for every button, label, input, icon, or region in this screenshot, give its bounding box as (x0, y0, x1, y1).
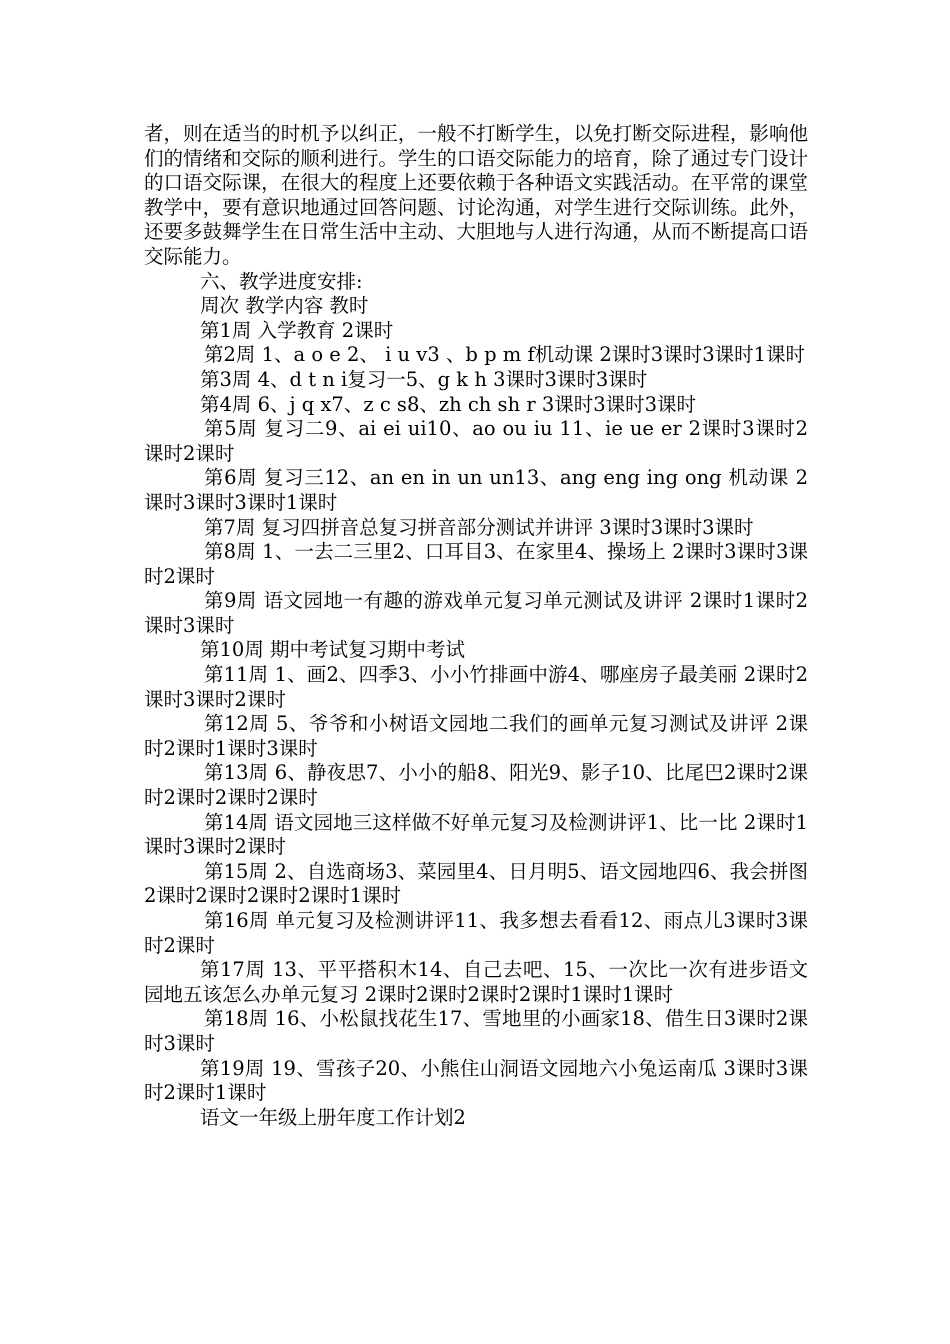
week-row: 第16周 单元复习及检测讲评11、我多想去看看12、雨点儿3课时3课时2课时 (144, 909, 808, 957)
week-row: 第12周 5、爷爷和小树语文园地二我们的画单元复习测试及讲评 2课时2课时1课时3课时 (144, 712, 808, 760)
week-row: 第10周 期中考试复习期中考试 (200, 638, 466, 662)
intro-paragraph: 者，则在适当的时机予以纠正，一般不打断学生，以免打断交际进程，影响他们的情绪和交际的顺利进行。学生的口语交际能力的培育，除了通过专门设计的口语交际课，在很大的程度上还要依赖于各种语文实践活动。在平常的课堂教学中，要有意识地通过回答问题、讨论沟通，对学生进行交际训练。此外，还要多鼓舞学生在日常生活中主动、大胆地与人进行沟通，从而不断提高口语交际能力。 (144, 122, 808, 268)
week-row: 第15周 2、自选商场3、菜园里4、日月明5、语文园地四6、我会拼图 2课时2课时2课时2课时1课时 (144, 859, 808, 908)
week-row: 第4周 6、j q x7、z c s8、zh ch sh r 3课时3课时3课时 (200, 392, 697, 416)
week-row: 第5周 复习二9、ai ei ui10、ao ou iu 11、ie ue er 2课时3课时2课时2课时 (144, 417, 808, 465)
week-row: 第17周 13、平平搭积木14、自己去吧、15、一次比一次有进步语文园地五该怎么办单元复习 2课时2课时2课时2课时1课时1课时 (144, 958, 808, 1006)
section-heading: 六、教学进度安排: (200, 269, 363, 293)
week-row: 第3周 4、d t n i复习一5、g k h 3课时3课时3课时 (200, 367, 648, 391)
week-row: 第6周 复习三12、an en in un un13、ang eng ing ong 机动课 2课时3课时3课时1课时 (144, 466, 808, 514)
closing-title: 语文一年级上册年度工作计划2 (200, 1105, 466, 1129)
week-row: 第9周 语文园地一有趣的游戏单元复习单元测试及讲评 2课时1课时2课时3课时 (144, 589, 808, 637)
week-row: 第11周 1、画2、四季3、小小竹排画中游4、哪座房子最美丽 2课时2课时3课时2课时 (144, 663, 808, 711)
document-body (144, 122, 808, 1130)
week-row: 第19周 19、雪孩子20、小熊住山洞语文园地六小兔运南瓜 3课时3课时2课时1课时 (144, 1056, 808, 1105)
week-row: 第8周 1、一去二三里2、口耳目3、在家里4、操场上 2课时3课时3课时2课时 (144, 540, 808, 588)
week-row: 第7周 复习四拼音总复习拼音部分测试并讲评 3课时3课时3课时 (204, 515, 754, 539)
week-row: 第14周 语文园地三这样做不好单元复习及检测讲评1、比一比 2课时1课时3课时2课时 (144, 810, 808, 859)
week-row: 第13周 6、静夜思7、小小的船8、阳光9、影子10、比尾巴2课时2课时2课时2课时2课时 (144, 761, 808, 810)
week-row: 第2周 1、a o e 2、 i u v3 、b p m f机动课 2课时3课时3课时1课时 (204, 343, 806, 367)
week-row: 第1周 入学教育 2课时 (200, 318, 394, 342)
week-row: 第18周 16、小松鼠找花生17、雪地里的小画家18、借生日3课时2课时3课时 (144, 1007, 808, 1055)
schedule-table-header: 周次 教学内容 教时 (200, 294, 369, 318)
